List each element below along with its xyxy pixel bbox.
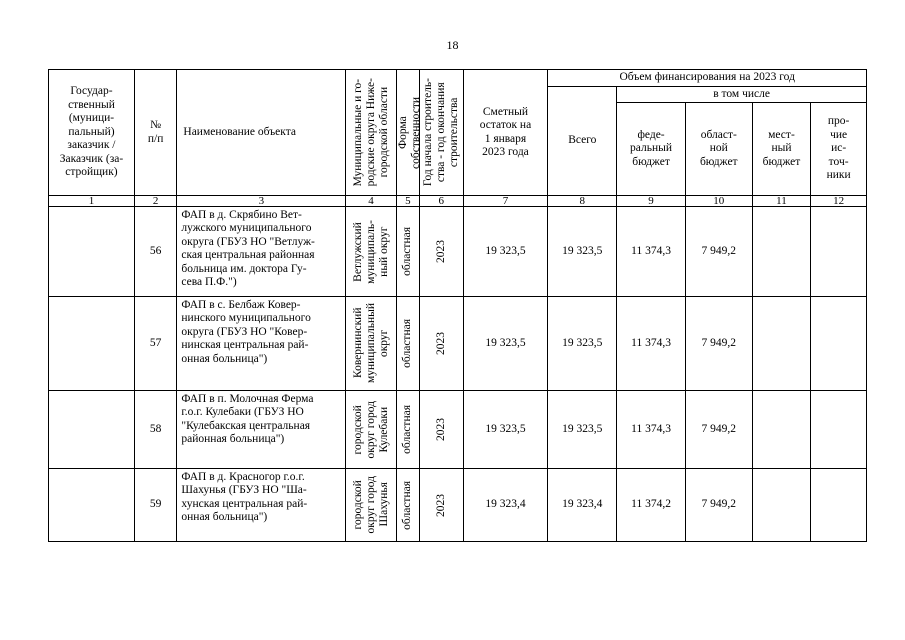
table-row [49,391,867,469]
row-federal: 11 374,3 [617,391,686,469]
row-years: 2023 [420,207,463,297]
row-federal: 11 374,2 [617,469,686,542]
row-num: 57 [134,297,176,391]
row-federal: 11 374,3 [617,297,686,391]
row-years: 2023 [420,469,463,542]
row-object-name: ФАП в д. Красногор г.о.г. Шахунья (ГБУЗ НО "Ша- хунская центральная рай- онная больница") [177,469,346,542]
header-ownership: Форма собственности [396,70,419,196]
row-other [811,469,867,542]
column-number: 1 [49,196,135,207]
row-municipality: Ковернинский муниципальный округ [346,297,397,391]
column-number: 8 [548,196,617,207]
row-object-name: ФАП в д. Скрябино Вет- лужского муниципального округа (ГБУЗ НО "Ветлуж- ская центральная районная больница им. доктора Гу- сева П.Ф.") [177,207,346,297]
row-total: 19 323,5 [548,297,617,391]
header-including: в том числе [617,87,867,103]
header-federal: феде- ральный бюджет [617,103,686,196]
row-estimate: 19 323,5 [463,297,548,391]
row-customer [49,207,135,297]
header-years: Год начала строитель- ства - год окончания строительства [420,70,463,196]
row-num: 56 [134,207,176,297]
header-num: № п/п [134,70,176,196]
row-ownership: областная [396,297,419,391]
column-number: 10 [685,196,752,207]
row-local [752,391,811,469]
column-number-row [49,196,867,207]
row-years: 2023 [420,391,463,469]
column-number: 9 [617,196,686,207]
table-row [49,297,867,391]
header-local: мест- ный бюджет [752,103,811,196]
row-local [752,297,811,391]
header-financing: Объем финансирования на 2023 год [548,70,867,87]
financing-table [48,69,867,542]
row-regional: 7 949,2 [685,297,752,391]
row-local [752,207,811,297]
header-object-name: Наименование объекта [177,70,346,196]
row-ownership: областная [396,207,419,297]
row-estimate: 19 323,4 [463,469,548,542]
header-row-1 [49,70,867,87]
row-other [811,391,867,469]
column-number: 12 [811,196,867,207]
row-object-name: ФАП в п. Молочная Ферма г.о.г. Кулебаки (ГБУЗ НО "Кулебакская центральная районная больница") [177,391,346,469]
row-ownership: областная [396,391,419,469]
column-number: 7 [463,196,548,207]
row-municipality: городской округ город Шахунья [346,469,397,542]
header-total: Всего [548,87,617,196]
table-row [49,469,867,542]
row-municipality: Ветлужский муниципаль- ный округ [346,207,397,297]
row-estimate: 19 323,5 [463,207,548,297]
row-local [752,469,811,542]
row-num: 59 [134,469,176,542]
row-total: 19 323,5 [548,207,617,297]
column-number: 11 [752,196,811,207]
column-number: 3 [177,196,346,207]
header-estimate: Сметный остаток на 1 января 2023 года [463,70,548,196]
row-years: 2023 [420,297,463,391]
row-regional: 7 949,2 [685,469,752,542]
row-ownership: областная [396,469,419,542]
column-number: 6 [420,196,463,207]
row-num: 58 [134,391,176,469]
row-federal: 11 374,3 [617,207,686,297]
column-number: 5 [396,196,419,207]
header-regional: област- ной бюджет [685,103,752,196]
row-object-name: ФАП в с. Белбаж Ковер- нинского муниципального округа (ГБУЗ НО "Ковер- нинская центральная рай- онная больница") [177,297,346,391]
row-other [811,207,867,297]
row-total: 19 323,4 [548,469,617,542]
page-number: 18 [446,38,459,52]
header-customer: Государ- ственный (муници- пальный) заказчик / Заказчик (за- стройщик) [49,70,135,196]
column-number: 4 [346,196,397,207]
row-regional: 7 949,2 [685,207,752,297]
row-customer [49,297,135,391]
column-number: 2 [134,196,176,207]
row-customer [49,391,135,469]
row-total: 19 323,5 [548,391,617,469]
table-row [49,207,867,297]
row-regional: 7 949,2 [685,391,752,469]
row-municipality: городской округ город Кулебаки [346,391,397,469]
row-other [811,297,867,391]
header-other: про- чие ис- точ- ники [811,103,867,196]
row-estimate: 19 323,5 [463,391,548,469]
header-municipality: Муниципальные и го- родские округа Ниже- городской области [346,70,397,196]
row-customer [49,469,135,542]
